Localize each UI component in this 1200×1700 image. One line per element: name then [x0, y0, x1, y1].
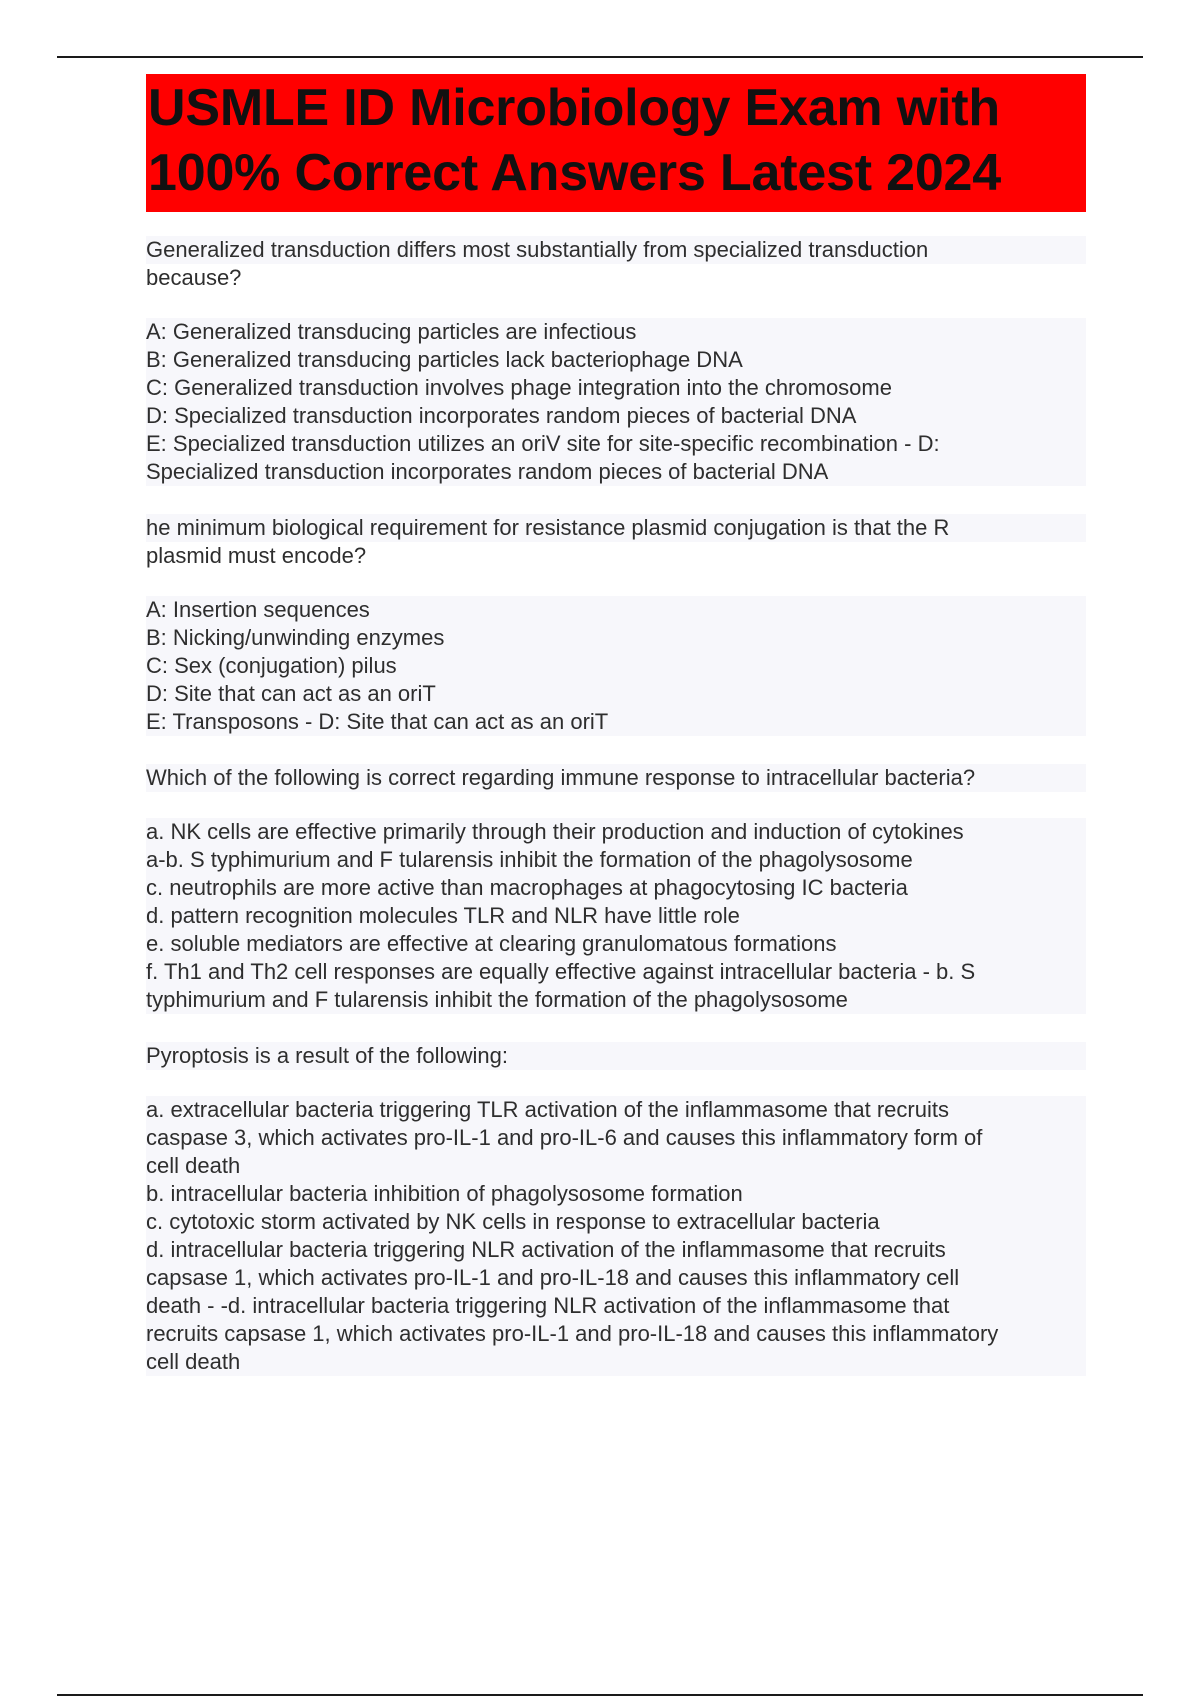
answer-options	[146, 318, 1086, 486]
answer-options	[146, 596, 1086, 736]
answer-options	[146, 818, 1086, 1014]
question-text	[146, 1042, 1086, 1070]
title-line-1: USMLE ID Microbiology Exam with	[148, 79, 1000, 137]
option-line: E: Specialized transduction utilizes an oriV site for site-specific recombination - D:	[146, 430, 1086, 458]
option-line: cell death	[146, 1348, 1086, 1376]
question-line: he minimum biological requirement for resistance plasmid conjugation is that the R	[146, 514, 1086, 542]
option-line: a. extracellular bacteria triggering TLR activation of the inflammasome that recruits	[146, 1096, 1086, 1124]
option-line: c. neutrophils are more active than macrophages at phagocytosing IC bacteria	[146, 874, 1086, 902]
document-body	[146, 74, 1086, 1404]
option-line: a. NK cells are effective primarily through their production and induction of cytokines	[146, 818, 1086, 846]
top-rule	[57, 56, 1143, 58]
question-block-4	[146, 1042, 1086, 1376]
option-line: D: Site that can act as an oriT	[146, 680, 1086, 708]
option-line: a-b. S typhimurium and F tularensis inhibit the formation of the phagolysosome	[146, 846, 1086, 874]
option-line: capsase 1, which activates pro-IL-1 and pro-IL-18 and causes this inflammatory cell	[146, 1264, 1086, 1292]
option-line: c. cytotoxic storm activated by NK cells in response to extracellular bacteria	[146, 1208, 1086, 1236]
question-line: because?	[146, 265, 242, 290]
option-line: A: Insertion sequences	[146, 596, 1086, 624]
option-line: B: Generalized transducing particles lack bacteriophage DNA	[146, 346, 1086, 374]
document-title	[146, 74, 1086, 212]
option-line: D: Specialized transduction incorporates random pieces of bacterial DNA	[146, 402, 1086, 430]
option-line: A: Generalized transducing particles are infectious	[146, 318, 1086, 346]
option-line: f. Th1 and Th2 cell responses are equally effective against intracellular bacteria - b. S	[146, 958, 1086, 986]
option-line: C: Sex (conjugation) pilus	[146, 652, 1086, 680]
title-line-2: 100% Correct Answers Latest 2024	[148, 144, 1001, 202]
option-line: recruits capsase 1, which activates pro-IL-1 and pro-IL-18 and causes this inflammatory	[146, 1320, 1086, 1348]
question-text	[146, 514, 1086, 570]
question-line: plasmid must encode?	[146, 543, 367, 568]
option-line: E: Transposons - D: Site that can act as an oriT	[146, 708, 1086, 736]
question-block-2	[146, 514, 1086, 736]
question-line: Generalized transduction differs most substantially from specialized transduction	[146, 236, 1086, 264]
question-line: Which of the following is correct regarding immune response to intracellular bacteria?	[146, 764, 1086, 792]
option-line: d. intracellular bacteria triggering NLR activation of the inflammasome that recruits	[146, 1236, 1086, 1264]
question-block-1	[146, 236, 1086, 486]
question-line: Pyroptosis is a result of the following:	[146, 1042, 1086, 1070]
question-block-3	[146, 764, 1086, 1014]
option-line: e. soluble mediators are effective at clearing granulomatous formations	[146, 930, 1086, 958]
option-line: C: Generalized transduction involves phage integration into the chromosome	[146, 374, 1086, 402]
option-line: typhimurium and F tularensis inhibit the formation of the phagolysosome	[146, 986, 1086, 1014]
option-line: caspase 3, which activates pro-IL-1 and pro-IL-6 and causes this inflammatory form of	[146, 1124, 1086, 1152]
answer-options	[146, 1096, 1086, 1376]
option-line: d. pattern recognition molecules TLR and NLR have little role	[146, 902, 1086, 930]
option-line: B: Nicking/unwinding enzymes	[146, 624, 1086, 652]
bottom-rule	[57, 1694, 1143, 1696]
question-text	[146, 764, 1086, 792]
option-line: b. intracellular bacteria inhibition of phagolysosome formation	[146, 1180, 1086, 1208]
option-line: death - -d. intracellular bacteria triggering NLR activation of the inflammasome that	[146, 1292, 1086, 1320]
option-line: cell death	[146, 1152, 1086, 1180]
option-line: Specialized transduction incorporates random pieces of bacterial DNA	[146, 458, 1086, 486]
question-text	[146, 236, 1086, 292]
